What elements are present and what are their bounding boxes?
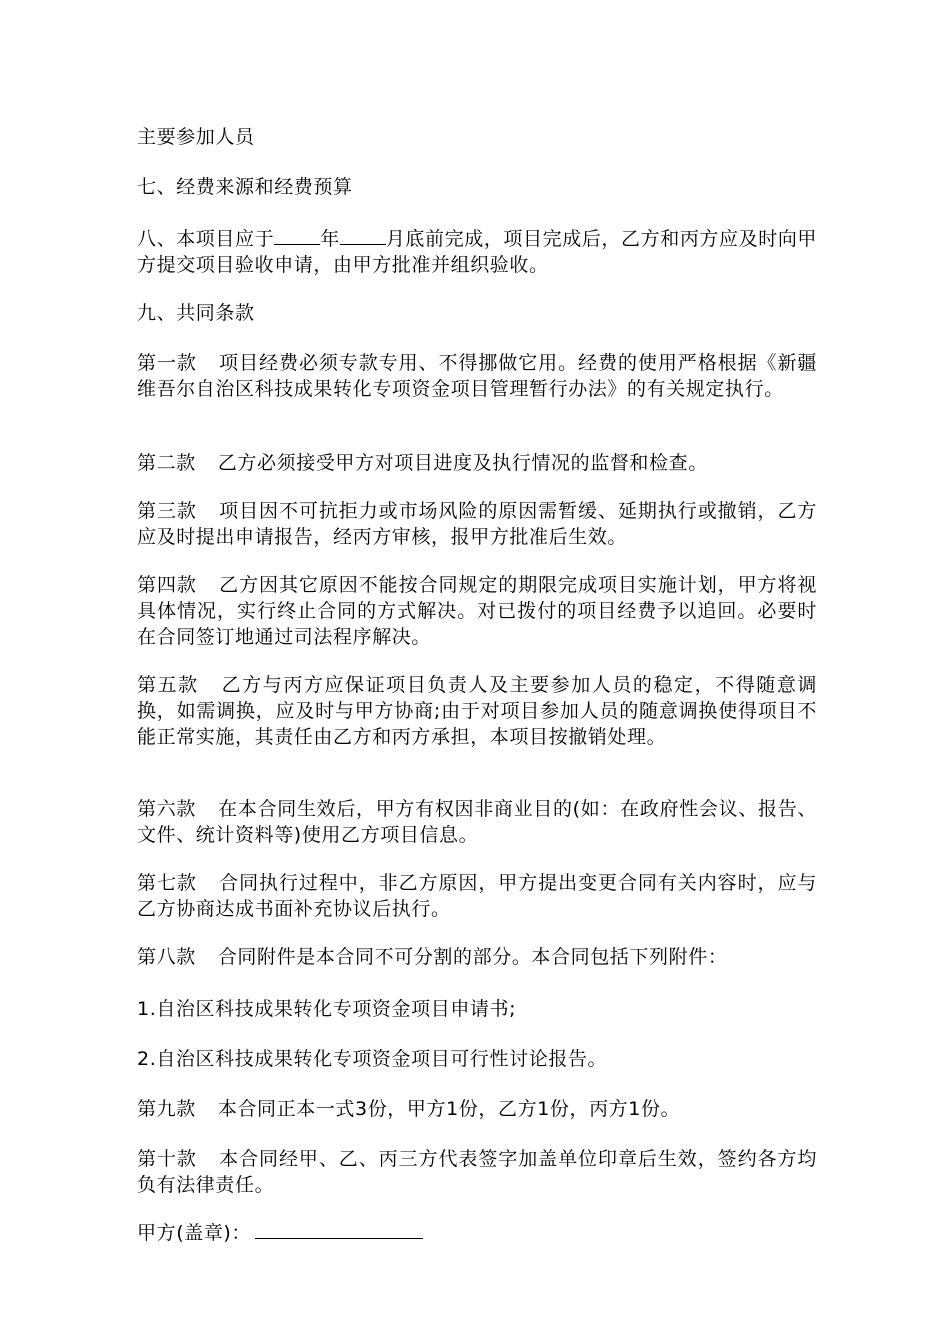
year-blank <box>274 226 320 245</box>
month-blank <box>340 226 386 245</box>
clause-text: 本合同经甲、乙、丙三方代表签字加盖单位印章后生效，签约各方均负有法律责任。 <box>137 1148 817 1196</box>
party-a-seal-label: 甲方(盖章)： <box>137 1222 252 1244</box>
section-nine-heading: 九、共同条款 <box>137 302 255 324</box>
clause-label: 第六款 <box>137 798 197 820</box>
clause-6 <box>137 796 817 848</box>
clause-text: 合同执行过程中，非乙方原因，甲方提出变更合同有关内容时，应与乙方协商达成书面补充协议后执行。 <box>137 872 817 920</box>
section-seven-heading: 七、经费来源和经费预算 <box>137 176 353 198</box>
section-eight-paragraph <box>137 226 817 278</box>
clause-label: 第七款 <box>137 872 197 894</box>
clause-3 <box>137 498 817 550</box>
clause-label: 第三款 <box>137 500 197 522</box>
attachment-1: 1.自治区科技成果转化专项资金项目申请书; <box>137 998 517 1020</box>
clause-label: 第十款 <box>137 1148 197 1170</box>
clause-label: 第四款 <box>137 574 197 596</box>
clause-text: 乙方与丙方应保证项目负责人及主要参加人员的稳定，不得随意调换，如需调换，应及时与甲方协商;由于对项目参加人员的随意调换使得项目不能正常实施，其责任由乙方和丙方承担，本项目按撤销处理。 <box>137 674 817 748</box>
section-eight-part1: 八、本项目应于 <box>137 228 275 250</box>
clause-1 <box>137 350 817 402</box>
clause-text: 乙方因其它原因不能按合同规定的期限完成项目实施计划，甲方将视具体情况，实行终止合同的方式解决。对已拨付的项目经费予以追回。必要时在合同签订地通过司法程序解决。 <box>137 574 817 648</box>
clause-10 <box>137 1146 817 1198</box>
clause-label: 第二款 <box>137 452 196 474</box>
clause-label: 第八款 <box>137 946 196 968</box>
clause-text: 本合同正本一式3份，甲方1份，乙方1份，丙方1份。 <box>217 1098 681 1120</box>
clause-label: 第一款 <box>137 352 197 374</box>
main-personnel-line: 主要参加人员 <box>137 126 255 148</box>
party-a-seal-line <box>137 1220 817 1246</box>
clause-5 <box>137 672 817 750</box>
clause-label: 第五款 <box>137 674 199 696</box>
section-eight-part3: 月底前完成，项目完成后，乙方和丙方应及时向甲方提交项目验收申请，由甲方批准并组织验收。 <box>137 228 818 276</box>
clause-text: 在本合同生效后，甲方有权因非商业目的(如：在政府性会议、报告、文件、统计资料等)使用乙方项目信息。 <box>137 798 817 846</box>
clause-text: 合同附件是本合同不可分割的部分。本合同包括下列附件： <box>217 946 728 968</box>
clause-text: 项目因不可抗拒力或市场风险的原因需暂缓、延期执行或撤销，乙方应及时提出申请报告，经丙方审核，报甲方批准后生效。 <box>137 500 817 548</box>
clause-4 <box>137 572 817 650</box>
clause-text: 乙方必须接受甲方对项目进度及执行情况的监督和检查。 <box>217 452 708 474</box>
clause-text: 项目经费必须专款专用、不得挪做它用。经费的使用严格根据《新疆维吾尔自治区科技成果转化专项资金项目管理暂行办法》的有关规定执行。 <box>137 352 817 400</box>
clause-7 <box>137 870 817 922</box>
section-eight-part2: 年 <box>320 228 340 250</box>
clause-2 <box>137 450 817 476</box>
clause-label: 第九款 <box>137 1098 196 1120</box>
seal-blank <box>255 1220 423 1239</box>
clause-9 <box>137 1096 817 1122</box>
clause-8 <box>137 944 817 970</box>
attachment-2: 2.自治区科技成果转化专项资金项目可行性讨论报告。 <box>137 1048 608 1070</box>
